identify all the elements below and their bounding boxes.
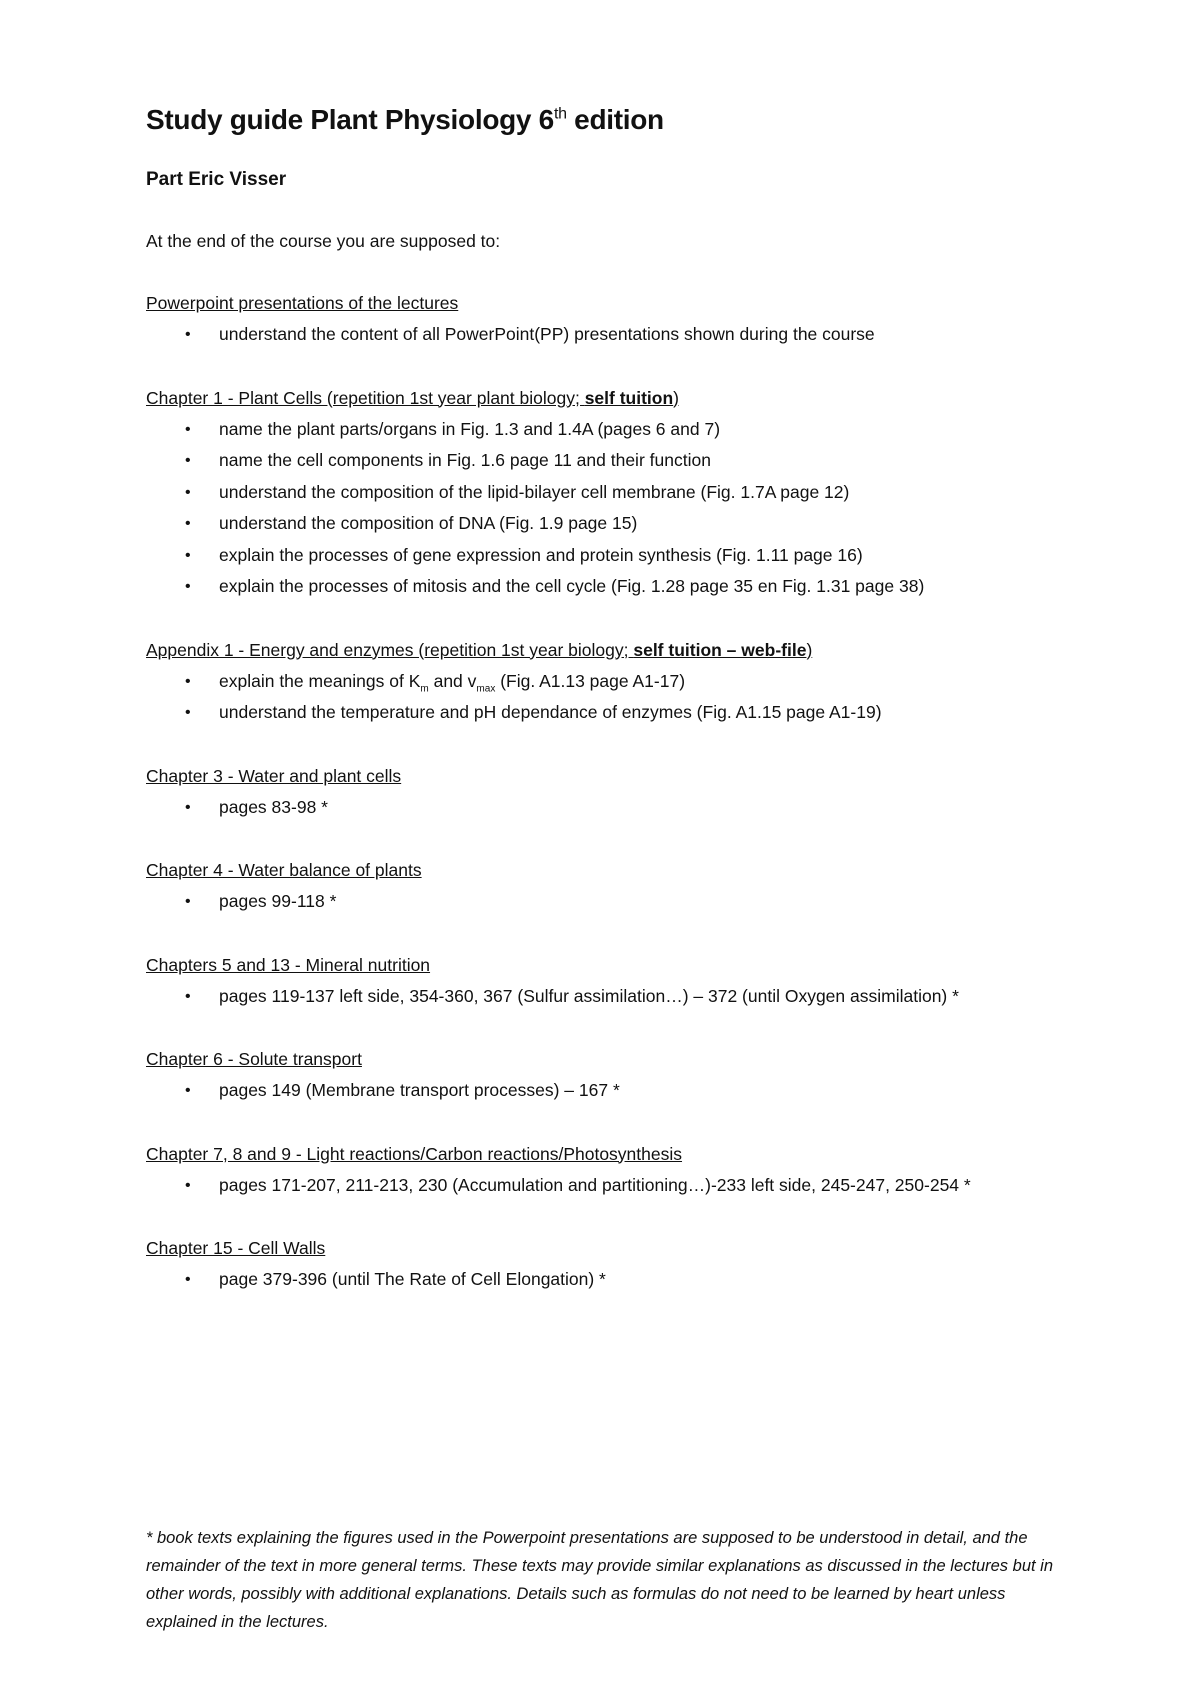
list-item — [146, 319, 1086, 351]
list-item-text: explain the processes of gene expression and protein synthesis (Fig. 1.11 page 16) — [219, 544, 863, 565]
bullet-list — [146, 1075, 1086, 1107]
section-title-post: ) — [806, 639, 813, 660]
list-item-text: (Fig. A1.13 page A1-17) — [495, 670, 686, 691]
bullet-icon: • — [185, 452, 191, 469]
section-title: Chapter 6 - Solute transport — [146, 1049, 362, 1069]
section-title-post: ) — [673, 387, 679, 408]
bullet-icon: • — [185, 1082, 191, 1099]
list-item — [146, 571, 1086, 603]
section-powerpoint — [146, 288, 1086, 351]
list-item-text: pages 149 (Membrane transport processes) – 167 * — [219, 1080, 620, 1100]
list-item — [146, 508, 1086, 540]
section-title-bold: self tuition – web-file — [633, 639, 807, 660]
bullet-icon: • — [185, 672, 191, 690]
bullet-icon: • — [185, 578, 191, 595]
bullet-icon: • — [185, 987, 191, 1005]
bullet-list — [146, 981, 1086, 1013]
section-title: Chapter 3 - Water and plant cells — [146, 765, 402, 786]
bullet-icon: • — [185, 798, 191, 816]
list-item-text: name the plant parts/organs in Fig. 1.3 and 1.4A (pages 6 and 7) — [219, 418, 721, 439]
section-title: Chapter 4 - Water balance of plants — [146, 860, 422, 880]
author-line: Part Eric Visser — [146, 169, 287, 190]
section-title — [146, 635, 1086, 666]
bullet-icon: • — [185, 1176, 191, 1194]
section-title: Chapter 7, 8 and 9 - Light reactions/Carbon reactions/Photosynthesis — [146, 1143, 683, 1164]
list-item — [146, 445, 1086, 477]
list-item — [146, 1075, 1086, 1107]
section-title: Powerpoint presentations of the lectures — [146, 293, 459, 313]
bullet-list — [146, 666, 1086, 729]
list-item-text: and v — [428, 670, 477, 691]
title-rest: edition — [566, 104, 664, 135]
section-chapter-6 — [146, 1044, 1086, 1107]
bullet-icon: • — [185, 420, 191, 438]
section-title: Chapter 15 - Cell Walls — [146, 1238, 326, 1258]
section-chapter-15 — [146, 1233, 1086, 1296]
section-chapters-5-13 — [146, 950, 1086, 1013]
bullet-icon: • — [185, 1271, 191, 1288]
bullet-icon: • — [185, 515, 191, 532]
list-item — [146, 540, 1086, 572]
list-item-text: pages 99-118 * — [219, 891, 337, 911]
list-item — [146, 981, 1086, 1013]
list-item — [146, 697, 1086, 729]
list-item — [146, 414, 1086, 446]
section-chapter-3 — [146, 761, 1086, 824]
bullet-icon: • — [185, 546, 191, 564]
list-item-text: explain the processes of mitosis and the cell cycle (Fig. 1.28 page 35 en Fig. 1.31 page 38) — [219, 576, 925, 596]
list-item — [146, 886, 1086, 918]
list-item — [146, 1170, 1086, 1202]
bullet-icon: • — [185, 893, 191, 910]
bullet-list — [146, 1264, 1086, 1296]
section-title-pre: Appendix 1 - Energy and enzymes (repetition 1st year biology; — [146, 639, 634, 660]
bullet-list — [146, 319, 1086, 351]
list-item-text: pages 83-98 * — [219, 796, 328, 817]
section-title: Chapters 5 and 13 - Mineral nutrition — [146, 954, 431, 975]
title-text: Study guide Plant Physiology 6 — [146, 104, 554, 135]
list-item-text: pages 119-137 left side, 354-360, 367 (Sulfur assimilation…) – 372 (until Oxygen assimilation) * — [219, 985, 959, 1006]
bullet-icon: • — [185, 704, 191, 721]
subscript-m: m — [420, 683, 429, 694]
section-title-pre: Chapter 1 - Plant Cells (repetition 1st year plant biology; — [146, 387, 585, 408]
bullet-icon: • — [185, 483, 191, 501]
list-item — [146, 477, 1086, 509]
footnote: * book texts explaining the figures used in the Powerpoint presentations are supposed to be understood in detail, and the remainder of the text in more general terms. These texts may provide similar explanations as discussed in the lectures but in other words, possibly with additional explanations. Details such as formulas do not need to be learned by heart unless explained in the lectures. — [146, 1529, 1054, 1631]
subscript-max: max — [476, 683, 496, 694]
list-item — [146, 666, 1086, 698]
section-appendix-1 — [146, 635, 1086, 729]
title-superscript: th — [553, 105, 567, 123]
bullet-list — [146, 792, 1086, 824]
bullet-icon: • — [185, 326, 191, 343]
list-item-text: understand the composition of DNA (Fig. 1.9 page 15) — [219, 513, 638, 533]
list-item-text: explain the meanings of K — [219, 670, 421, 691]
list-item-text: understand the temperature and pH dependance of enzymes (Fig. A1.15 page A1-19) — [219, 702, 882, 722]
list-item — [146, 1264, 1086, 1296]
document-title — [146, 100, 1086, 140]
list-item-text: name the cell components in Fig. 1.6 page 11 and their function — [219, 450, 711, 470]
document-body — [146, 100, 1086, 1296]
section-chapters-7-8-9 — [146, 1139, 1086, 1202]
section-title — [146, 383, 1086, 414]
bullet-list — [146, 1170, 1086, 1202]
list-item-text: understand the content of all PowerPoint(PP) presentations shown during the course — [219, 324, 875, 344]
list-item-text: page 379-396 (until The Rate of Cell Elongation) * — [219, 1269, 606, 1289]
list-item — [146, 792, 1086, 824]
list-item-text: understand the composition of the lipid-bilayer cell membrane (Fig. 1.7A page 12) — [219, 481, 850, 502]
bullet-list — [146, 886, 1086, 918]
section-chapter-1 — [146, 383, 1086, 603]
section-chapter-4 — [146, 855, 1086, 918]
bullet-list — [146, 414, 1086, 603]
intro-text: At the end of the course you are supposed to: — [146, 231, 501, 251]
list-item-text: pages 171-207, 211-213, 230 (Accumulation and partitioning…)-233 left side, 245-247, 250-254 * — [219, 1174, 971, 1195]
section-title-bold: self tuition — [584, 387, 674, 408]
